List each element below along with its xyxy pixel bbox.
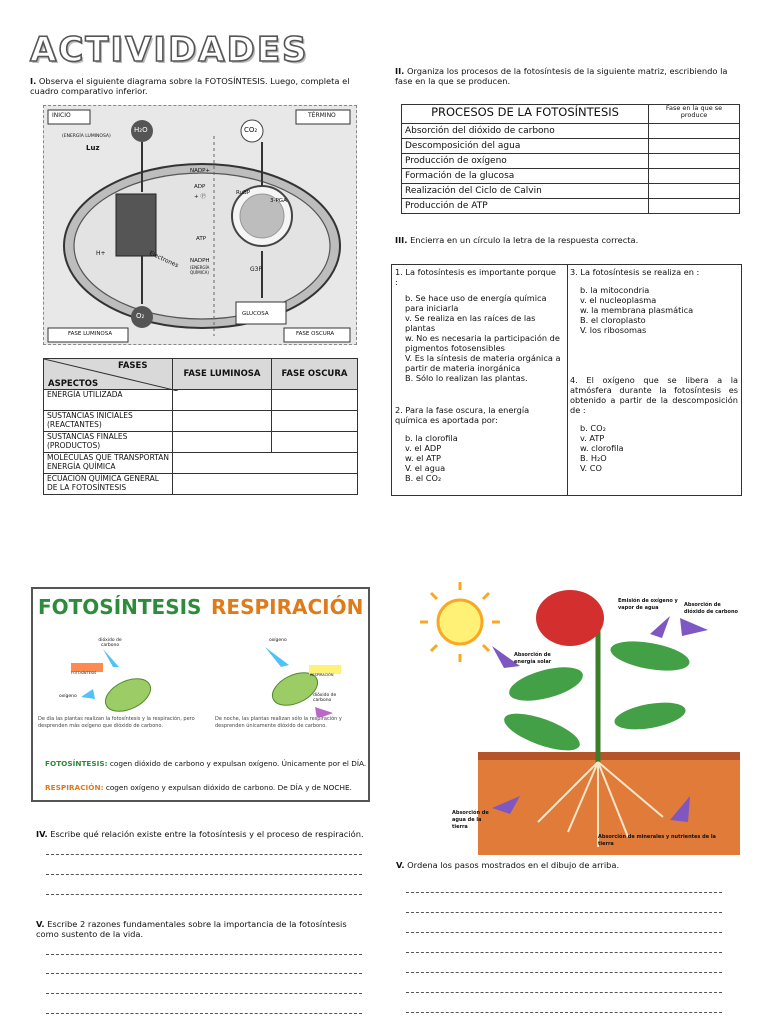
answer-cell[interactable] [649, 199, 740, 214]
answer-cell[interactable] [649, 184, 740, 199]
answer-option[interactable]: w. clorofila [580, 443, 624, 453]
process-cell: Absorción del dióxido de carbono [402, 124, 649, 139]
answer-option[interactable]: w. la membrana plasmática [580, 305, 694, 315]
answer-cell[interactable] [173, 411, 272, 432]
day-caption: De día las plantas realizan la fotosíntesis y la respiración, pero desprenden más oxígeno que dióxido de carbono. [38, 716, 195, 729]
pga-label: 3-PGA [270, 198, 287, 204]
answer-cell[interactable] [649, 154, 740, 169]
resp-title: RESPIRACIÓN [211, 595, 364, 619]
section-4-text: Escribe qué relación existe entre la fotosíntesis y el proceso de respiración. [50, 829, 364, 839]
question-3-text: 3. La fotosíntesis se realiza en : [570, 267, 700, 277]
answer-line[interactable] [46, 854, 362, 855]
aspect-cell: ENERGÍA UTILIZADA [44, 390, 173, 411]
section-5b-numeral: V. [396, 860, 405, 870]
section-4-instruction [36, 829, 371, 839]
table-row [44, 432, 358, 453]
foto-summary-text: cogen dióxido de carbono y expulsan oxígeno. Únicamente por el DÍA. [107, 759, 367, 768]
section-4-numeral: IV. [36, 829, 48, 839]
table-row [402, 139, 740, 154]
aspect-cell: ECUACIÓN QUÍMICA GENERAL DE LA FOTOSÍNTESIS [44, 474, 173, 495]
fase-luminosa-header: FASE LUMINOSA [173, 359, 272, 390]
answer-line[interactable] [406, 992, 722, 993]
o2-label: O₂ [136, 312, 145, 320]
answer-line[interactable] [46, 954, 362, 955]
answer-option[interactable]: w. el ATP [405, 453, 441, 463]
question-4-text: 4. El oxígeno que se libera a la atmósfera durante la fotosíntesis es obtenido a partir de la descomposición de : [570, 375, 738, 415]
phase-header: Fase en la que se produce [649, 105, 740, 124]
section-3-numeral: III. [395, 235, 408, 245]
electrones-label: Electrones [147, 249, 180, 270]
energia-luminosa-label: (ENERGÍA LUMINOSA) [62, 134, 111, 139]
process-cell: Descomposición del agua [402, 139, 649, 154]
answer-cell[interactable] [649, 124, 740, 139]
g3p-label: G3P [250, 266, 263, 273]
answer-line[interactable] [46, 993, 362, 994]
co2-label: CO₂ [244, 126, 258, 134]
section-5b-text: Ordena los pasos mostrados en el dibujo de arriba. [407, 860, 620, 870]
table-row [44, 390, 358, 411]
table-row [402, 184, 740, 199]
night-caption: De noche, las plantas realizan sólo la respiración y desprenden únicamente dióxido de carbono. [215, 716, 342, 729]
oxigeno-label: oxígeno [59, 694, 77, 699]
rubp-label: RuBP [236, 190, 251, 196]
photosynthesis-respiration-figure [31, 587, 370, 802]
answer-option[interactable]: V. CO [580, 463, 602, 473]
absorcion-co2-label: Absorción de dióxido de carbono [684, 602, 738, 615]
answer-option[interactable]: v. el ADP [405, 443, 442, 453]
section-2-text: Organiza los procesos de la fotosíntesis de la siguiente matriz, escribiendo la fase en la que se producen. [395, 66, 728, 86]
answer-option[interactable]: B. Sólo lo realizan las plantas. [405, 373, 528, 383]
section-3-text: Encierra en un círculo la letra de la respuesta correcta. [410, 235, 639, 245]
mcq-box [391, 264, 742, 496]
emision-label: Emisión de oxígeno y vapor de agua [618, 598, 678, 611]
aspect-cell: SUSTANCIAS INICIALES (REACTANTES) [44, 411, 173, 432]
process-table [401, 104, 740, 214]
question-1 [395, 267, 561, 383]
answer-option[interactable]: b. la mitocondria [580, 285, 650, 295]
adp-label: ADP [194, 184, 206, 190]
luz-label: Luz [86, 144, 100, 152]
question-2 [395, 405, 561, 483]
fase-oscura-label: FASE OSCURA [296, 331, 335, 337]
answer-cell[interactable] [173, 474, 358, 495]
answer-option[interactable]: v. el nucleoplasma [580, 295, 657, 305]
respiracion-tag: RESPIRACIÓN [310, 673, 334, 677]
section-1-text: Observa el siguiente diagrama sobre la FOTOSÍNTESIS. Luego, completa el cuadro comparativo inferior. [30, 76, 350, 96]
energia-quimica-label: (ENERGÍA QUÍMICA) [190, 265, 210, 275]
answer-line[interactable] [46, 874, 362, 875]
answer-line[interactable] [46, 973, 362, 974]
page-title: ACTIVIDADES [30, 30, 309, 70]
answer-line[interactable] [46, 1013, 362, 1014]
answer-option[interactable]: B. el cloroplasto [580, 315, 646, 325]
section-5-instruction [36, 919, 356, 939]
answer-cell[interactable] [272, 411, 358, 432]
foto-summary-label: FOTOSÍNTESIS: [45, 759, 108, 768]
absorcion-agua-label: Absorción de agua de la tierra [452, 810, 489, 830]
fase-luminosa-label: FASE LUMINOSA [68, 331, 113, 337]
fase-oscura-header: FASE OSCURA [272, 359, 358, 390]
section-1-numeral: I. [30, 76, 37, 86]
answer-cell[interactable] [272, 390, 358, 411]
inicio-label: INICIO [52, 112, 71, 119]
plant-illustration [418, 582, 740, 855]
process-cell: Realización del Ciclo de Calvin [402, 184, 649, 199]
fases-label: FASES [118, 361, 148, 371]
dioxido-label: dióxido de carbono [98, 638, 122, 648]
answer-line[interactable] [406, 912, 722, 913]
section-2-instruction [395, 66, 740, 86]
aspectos-label: ASPECTOS [48, 379, 99, 389]
answer-line[interactable] [406, 892, 722, 893]
answer-cell[interactable] [649, 139, 740, 154]
process-cell: Producción de oxígeno [402, 154, 649, 169]
table-row [402, 124, 740, 139]
answer-option[interactable]: b. Se hace uso de energía química para iniciarla [405, 293, 547, 313]
answer-option[interactable]: B. el CO₂ [405, 473, 442, 483]
foto-summary [45, 759, 366, 768]
answer-option[interactable]: B. H₂O [580, 453, 607, 463]
answer-line[interactable] [406, 932, 722, 933]
section-1-instruction [30, 76, 360, 96]
resp-summary-text: cogen oxígeno y expulsan dióxido de carbono. De DÍA y de NOCHE. [103, 783, 352, 792]
table-row [402, 199, 740, 214]
answer-line[interactable] [406, 952, 722, 953]
answer-option[interactable]: v. ATP [580, 433, 605, 443]
section-5b-instruction [396, 860, 736, 870]
question-2-text: 2. Para la fase oscura, la energía química es aportada por: [395, 405, 530, 425]
answer-option[interactable]: V. el agua [405, 463, 446, 473]
question-4 [570, 375, 738, 473]
section-2-numeral: II. [395, 66, 405, 76]
process-cell: Formación de la glucosa [402, 169, 649, 184]
section-3-instruction [395, 235, 740, 245]
oxigeno-label-2: oxígeno [269, 638, 287, 643]
answer-option[interactable]: w. No es necesaria la participación de pigmentos fotosensibles [405, 333, 560, 353]
table-row [44, 474, 358, 495]
process-cell: Producción de ATP [402, 199, 649, 214]
foto-title: FOTOSÍNTESIS [38, 595, 202, 619]
fases-aspectos-header [44, 359, 173, 390]
answer-line[interactable] [46, 894, 362, 895]
glucosa-label: GLUCOSA [242, 311, 269, 317]
nadp-label: NADP+ [190, 168, 211, 174]
table-row [44, 453, 358, 474]
answer-cell[interactable] [173, 390, 272, 411]
answer-cell[interactable] [173, 453, 358, 474]
absorcion-luz-label: Absorción de energía solar [514, 652, 552, 665]
answer-cell[interactable] [272, 432, 358, 453]
answer-line[interactable] [406, 972, 722, 973]
p-label: + Ⓟ [194, 194, 206, 200]
answer-option[interactable]: b. la clorofila [405, 433, 458, 443]
question-1-text: 1. La fotosíntesis es importante porque : [395, 267, 556, 287]
section-5-numeral: V. [36, 919, 45, 929]
atp-label: ATP [196, 236, 207, 242]
absorcion-minerales-label: Absorción de minerales y nutrientes de la tierra [598, 834, 716, 847]
chloroplast-diagram [43, 105, 357, 345]
table-row [402, 154, 740, 169]
nadph-label: NADPH [190, 258, 210, 264]
resp-summary [45, 783, 352, 792]
comparison-table [43, 358, 358, 495]
answer-option[interactable]: v. Se realiza en las raíces de las plantas [405, 313, 536, 333]
dioxido-label-2: dióxido de carbono [313, 693, 337, 703]
section-5-text: Escribe 2 razones fundamentales sobre la importancia de la fotosíntesis como sustento de la vida. [36, 919, 347, 939]
answer-option[interactable]: V. los ribosomas [580, 325, 647, 335]
process-header: PROCESOS DE LA FOTOSÍNTESIS [402, 105, 649, 124]
h2o-label: H₂O [134, 126, 148, 134]
answer-cell[interactable] [649, 169, 740, 184]
hplus-label: H+ [96, 250, 106, 257]
answer-cell[interactable] [173, 432, 272, 453]
question-3 [570, 267, 738, 335]
fotosintesis-tag: FOTOSÍNTESIS [71, 671, 97, 675]
aspect-cell: SUSTANCIAS FINALES (PRODUCTOS) [44, 432, 173, 453]
termino-label: TÉRMINO [308, 112, 336, 119]
answer-option[interactable]: b. CO₂ [580, 423, 606, 433]
table-row [44, 411, 358, 432]
table-row [402, 169, 740, 184]
answer-option[interactable]: V. Es la síntesis de materia orgánica a partir de materia inorgánica [405, 353, 561, 373]
resp-summary-label: RESPIRACIÓN: [45, 783, 104, 792]
aspect-cell: MOLÉCULAS QUE TRANSPORTAN ENERGÍA QUÍMICA [44, 453, 173, 474]
chloroplast-drawing [44, 106, 356, 344]
answer-line[interactable] [406, 1012, 722, 1013]
